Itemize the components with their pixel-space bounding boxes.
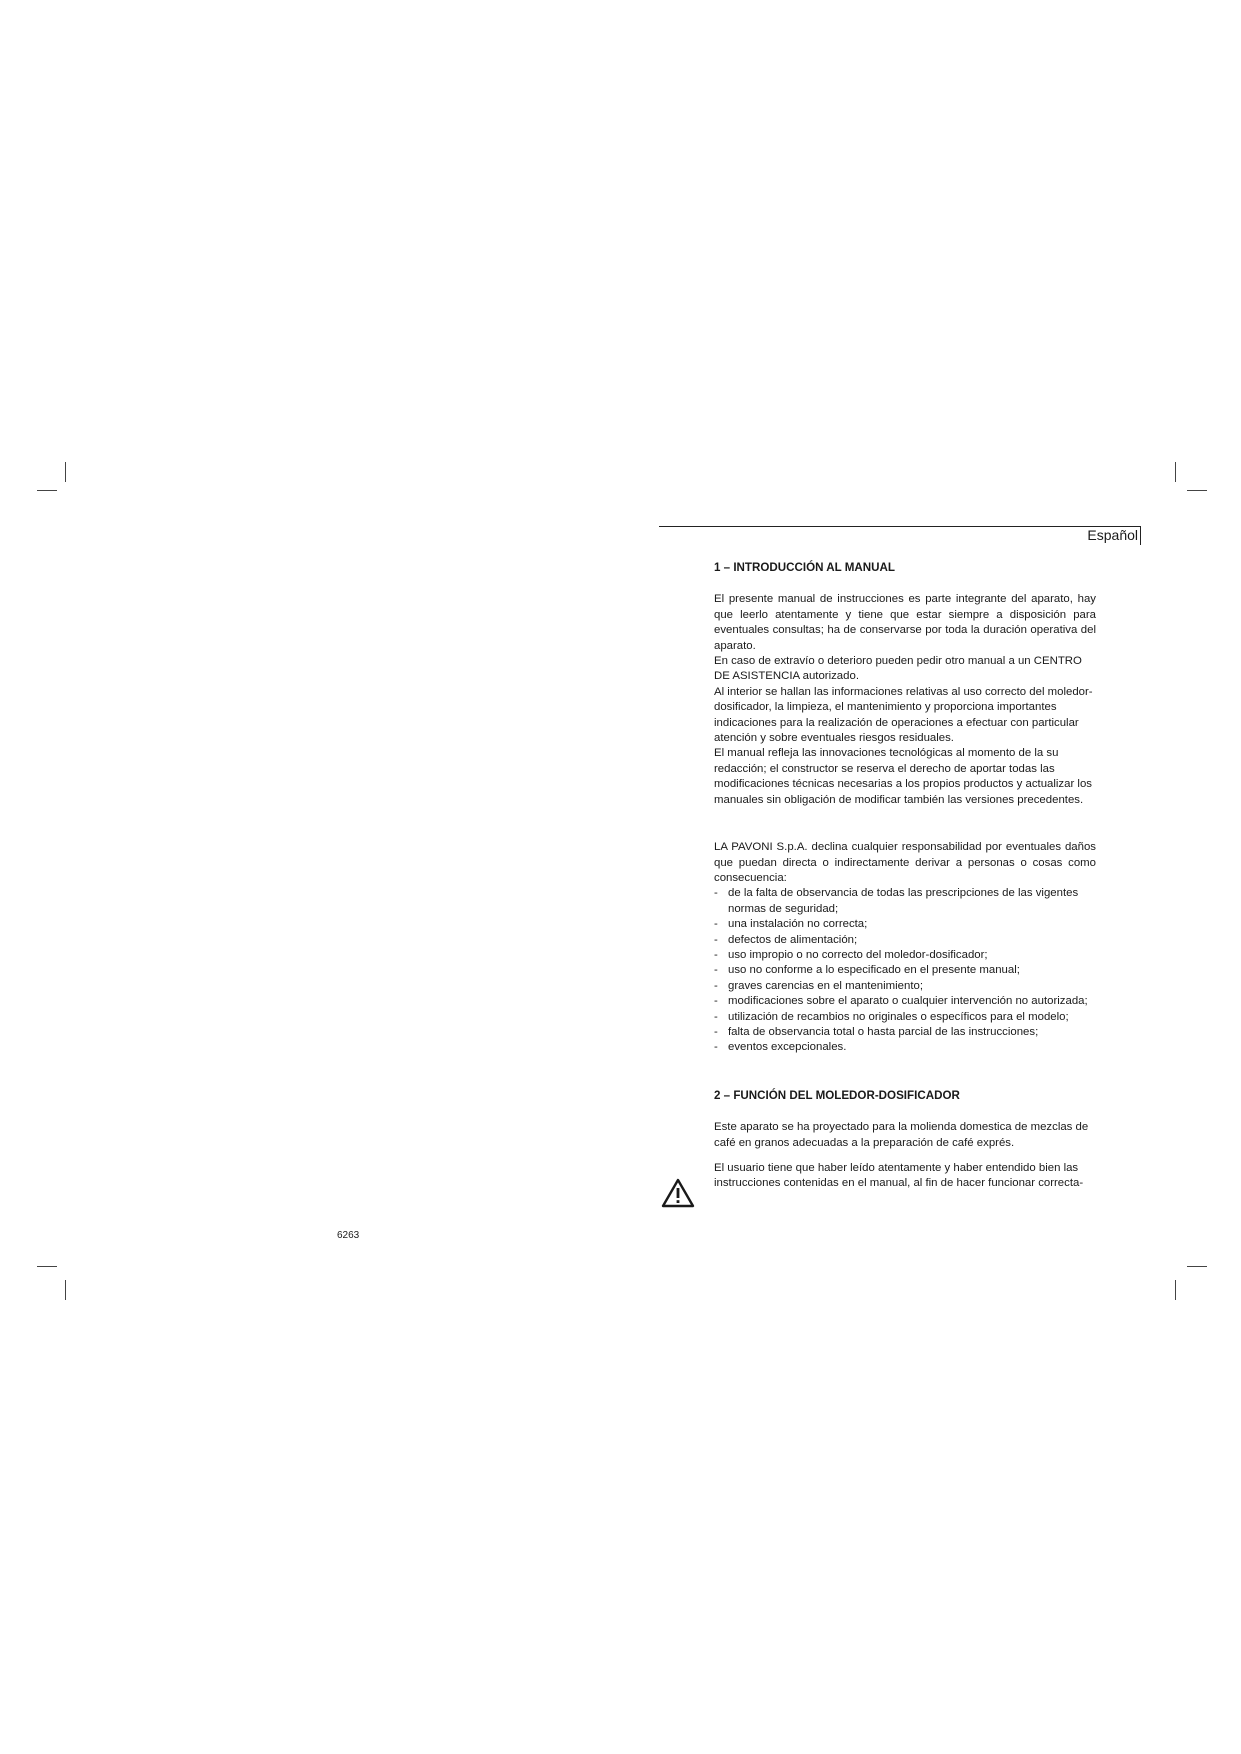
list-item: - de la falta de observancia de todas las prescripciones de las vigentes normas de seguridad;	[714, 886, 1096, 917]
list-item: - utilización de recambios no originales o específicos para el modelo;	[714, 1010, 1096, 1025]
disclaimer-intro: LA PAVONI S.p.A. declina cualquier responsabilidad por eventuales daños que puedan directa o indirectamente derivar a personas o cosas como consecuencia:	[714, 841, 1096, 884]
list-item: - uso impropio o no correcto del moledor-dosificador;	[714, 948, 1096, 963]
page-code: 6263	[337, 1230, 360, 1241]
crop-mark-bottom-left-vertical	[65, 1280, 66, 1300]
manual-content	[714, 560, 1096, 1192]
list-item: - defectos de alimentación;	[714, 933, 1096, 948]
header-rule	[659, 526, 1140, 527]
list-item: - eventos excepcionales.	[714, 1040, 1096, 1055]
header-rule-tick	[1140, 526, 1141, 545]
list-item: - modificaciones sobre el aparato o cualquier intervención no autorizada;	[714, 994, 1096, 1009]
crop-mark-top-right-vertical	[1175, 462, 1176, 482]
crop-mark-bottom-right-vertical	[1175, 1280, 1176, 1300]
list-item: - uso no conforme a lo especificado en el presente manual;	[714, 963, 1096, 978]
crop-mark-top-left-vertical	[65, 462, 66, 482]
section-2-title: 2 – FUNCIÓN DEL MOLEDOR-DOSIFICADOR	[714, 1088, 960, 1102]
crop-mark-top-right-horizontal	[1187, 490, 1207, 491]
section-2-paragraph-1: Este aparato se ha proyectado para la molienda domestica de mezclas de café en granos adecuadas a la preparación de café exprés.	[714, 1121, 1089, 1149]
list-item: - una instalación no correcta;	[714, 917, 1096, 932]
warning-triangle-icon	[661, 1178, 695, 1208]
section-2-warning-text: El usuario tiene que haber leído atentamente y haber entendido bien las instrucciones contenidas en el manual, al fin de hacer funcionar correcta-	[714, 1162, 1084, 1190]
crop-mark-bottom-right-horizontal	[1187, 1266, 1207, 1267]
section-1-paragraph-2: En caso de extravío o deterioro pueden pedir otro manual a un CENTRO DE ASISTENCIA autorizado.	[714, 655, 1082, 683]
disclaimer-list	[714, 886, 1096, 1055]
section-1-paragraph-1: El presente manual de instrucciones es parte integrante del aparato, hay que leerlo atentamente y tiene que estar siempre a disposición para eventuales consultas; ha de conservarse por toda la duración operativa del aparato.	[714, 593, 1096, 652]
list-item: - graves carencias en el mantenimiento;	[714, 979, 1096, 994]
list-item: - falta de observancia total o hasta parcial de las instrucciones;	[714, 1025, 1096, 1040]
crop-mark-bottom-left-horizontal	[37, 1266, 57, 1267]
section-1-paragraph-4: El manual refleja las innovaciones tecnológicas al momento de la su redacción; el constructor se reserva el derecho de aportar todas las modificaciones técnicas necesarias a los propios productos y actualizar los manuales sin obligación de modificar también las versiones precedentes.	[714, 747, 1092, 806]
section-1-title: 1 – INTRODUCCIÓN AL MANUAL	[714, 561, 895, 574]
section-1-paragraph-3: Al interior se hallan las informaciones relativas al uso correcto del moledor-dosificador, la limpieza, el mantenimiento y proporciona importantes indicaciones para la realización de operaciones a efectuar con particular atención y sobre eventuales riesgos residuales.	[714, 685, 1093, 745]
crop-mark-top-left-horizontal	[37, 490, 57, 491]
language-label: Español	[1087, 527, 1138, 543]
